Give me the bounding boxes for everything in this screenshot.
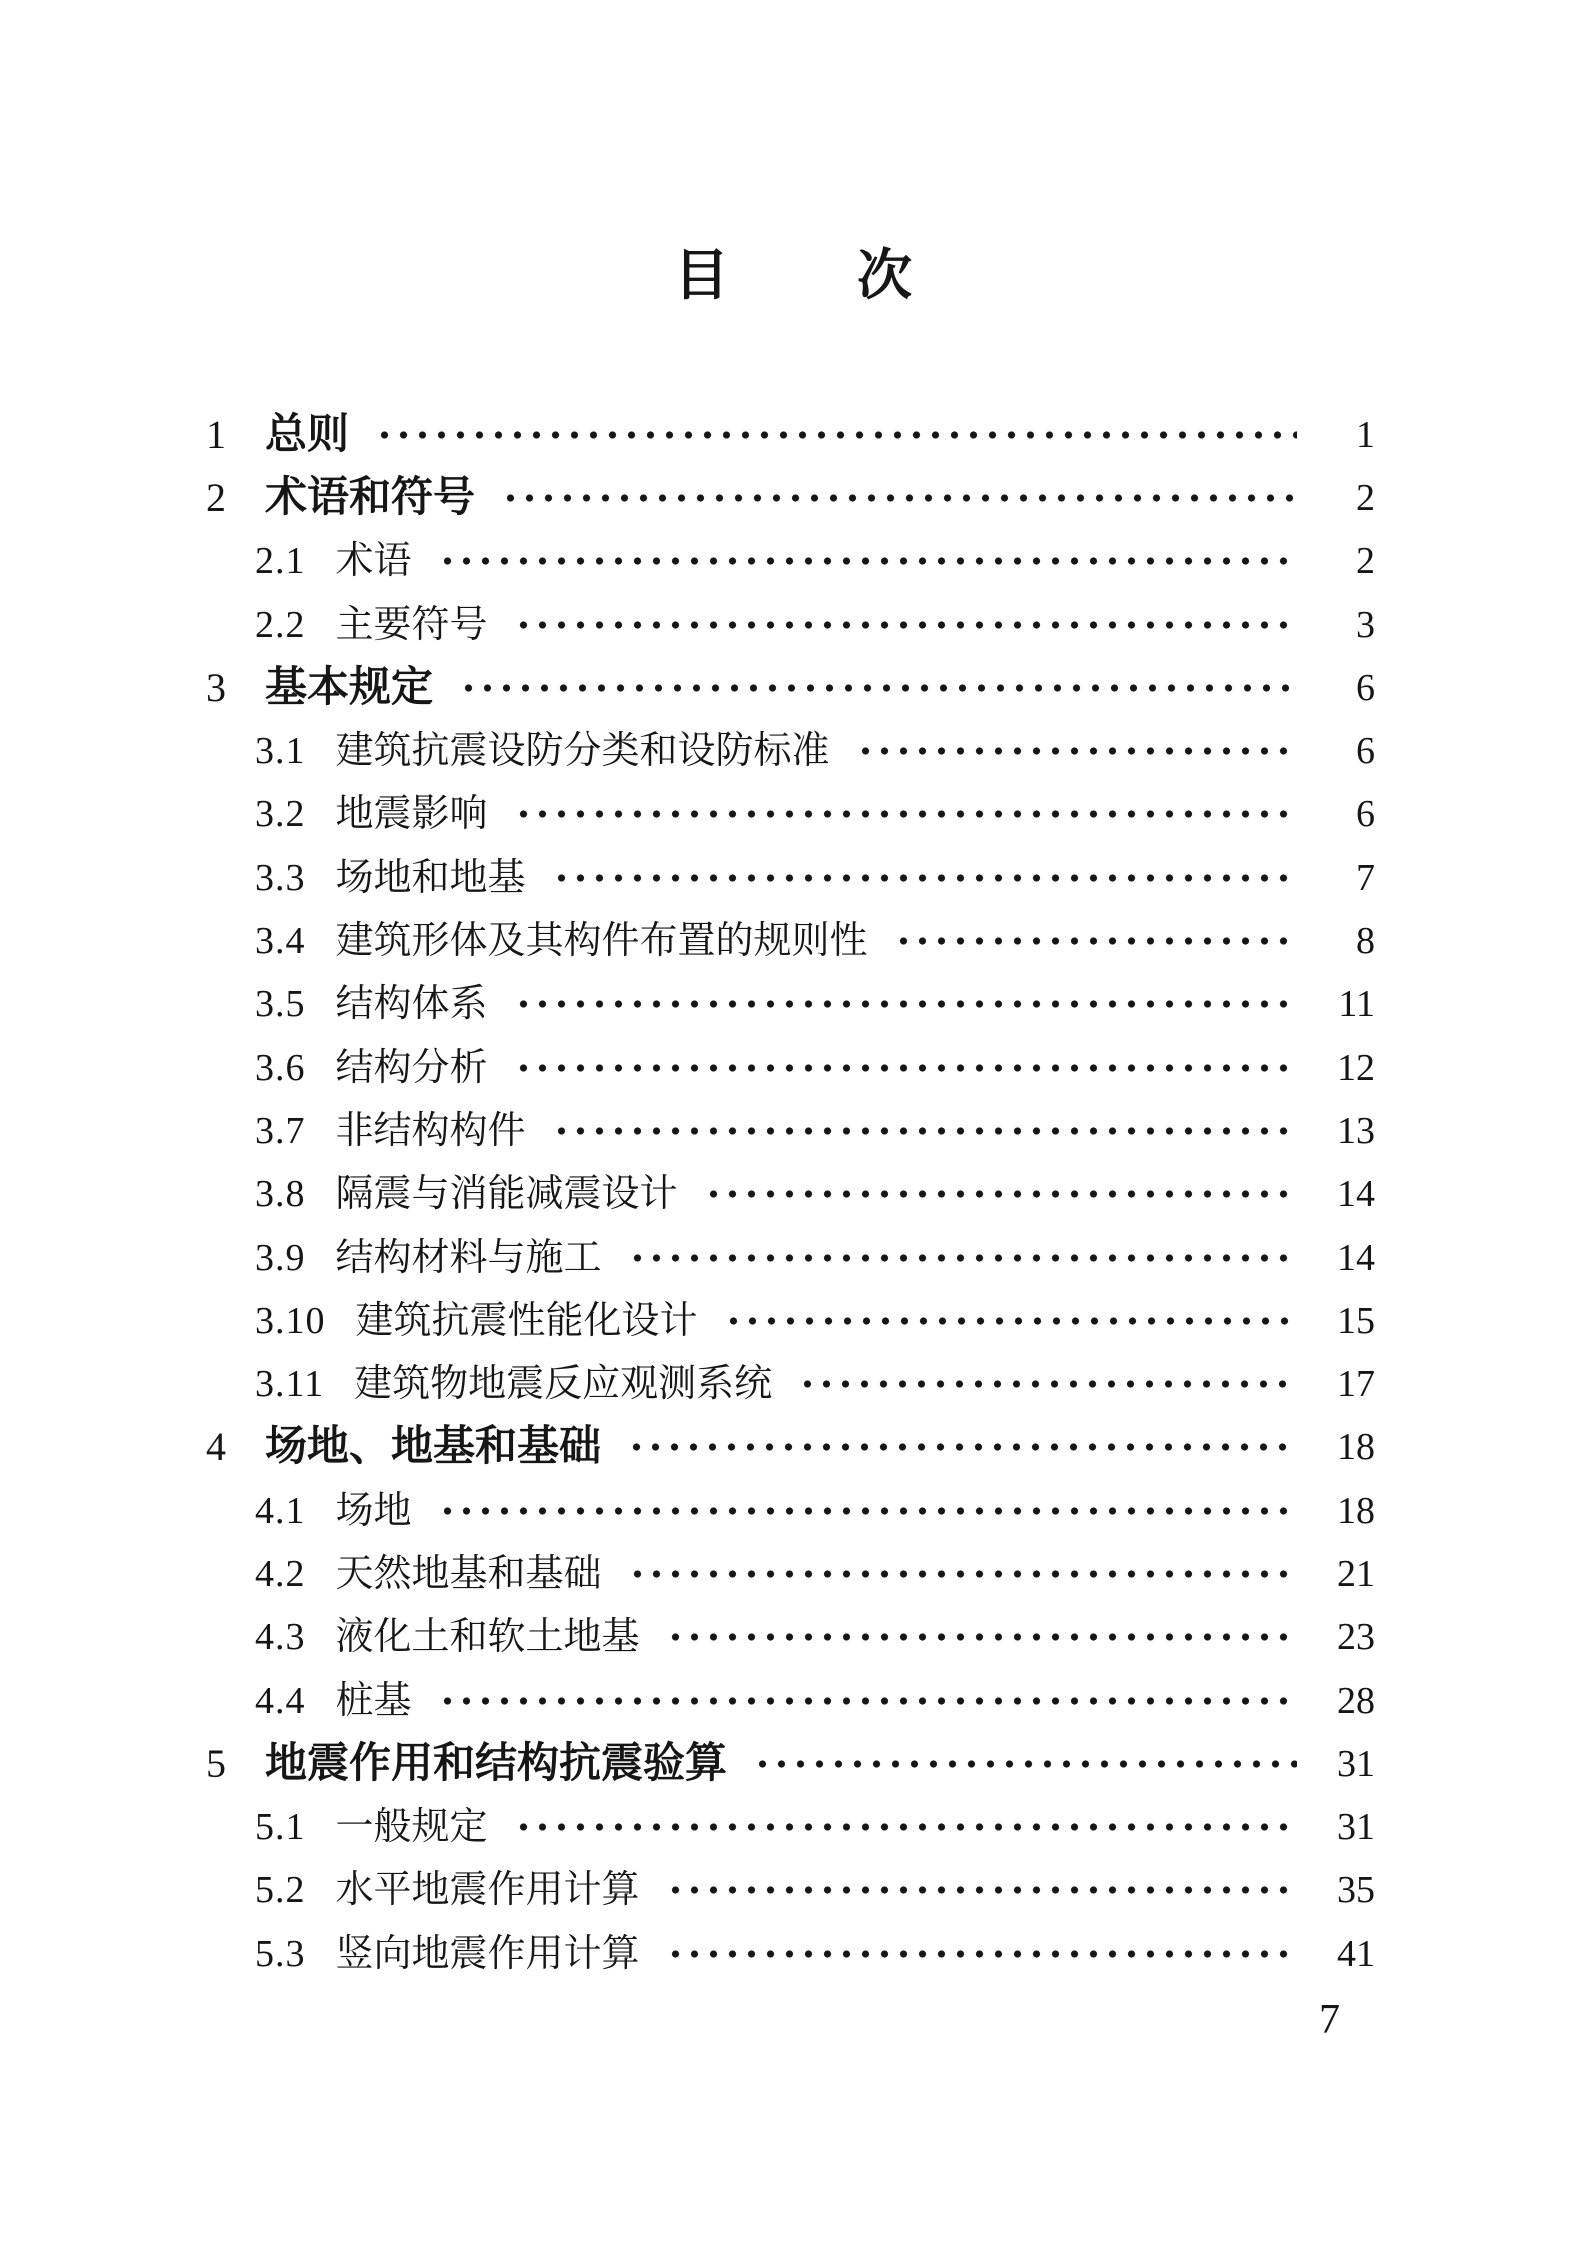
toc-row — [0, 1732, 1586, 1795]
dot-leader — [459, 684, 1297, 692]
dot-leader — [724, 1317, 1297, 1325]
toc-entry-number: 3.8 — [255, 1173, 306, 1216]
toc-entry-page: 14 — [1337, 1173, 1375, 1216]
toc-entry-title: 地震影响 — [335, 793, 488, 836]
toc-entry-number: 4.3 — [255, 1616, 306, 1659]
toc-row — [0, 1479, 1586, 1542]
toc-entry-title: 竖向地震作用计算 — [335, 1932, 640, 1975]
toc-entry-number: 2.1 — [255, 540, 306, 583]
dot-leader — [856, 747, 1297, 755]
toc-entry-page: 6 — [1356, 793, 1375, 836]
toc-entry-title: 一般规定 — [335, 1806, 488, 1849]
toc-row — [0, 1796, 1586, 1859]
toc-entry-page: 31 — [1337, 1742, 1375, 1785]
dot-leader — [627, 1443, 1297, 1451]
toc-entry-title: 桩基 — [335, 1679, 412, 1722]
toc-entry-title: 主要符号 — [335, 603, 488, 646]
toc-row — [0, 1289, 1586, 1352]
page-title — [0, 0, 1586, 306]
toc-row — [0, 846, 1586, 909]
toc-entry-page: 14 — [1337, 1236, 1375, 1279]
toc-row — [0, 1922, 1586, 1985]
toc-row — [0, 530, 1586, 593]
toc-entry-title: 场地和地基 — [335, 856, 526, 899]
toc-entry-page: 11 — [1338, 983, 1375, 1026]
toc-row — [0, 593, 1586, 656]
toc-entry-title: 天然地基和基础 — [335, 1552, 602, 1595]
toc-entry-number: 3.1 — [255, 730, 306, 773]
toc-row — [0, 466, 1586, 529]
dot-leader — [438, 1507, 1297, 1515]
toc-entry-title: 建筑抗震性能化设计 — [355, 1299, 698, 1342]
toc-entry-number: 1 — [206, 411, 227, 457]
toc-row — [0, 656, 1586, 719]
dot-leader — [552, 1127, 1297, 1135]
toc-row — [0, 1226, 1586, 1289]
toc-row — [0, 1163, 1586, 1226]
toc-entry-page: 18 — [1337, 1489, 1375, 1532]
footer-page-number: 7 — [1319, 1997, 1340, 2044]
dot-leader — [798, 1380, 1297, 1388]
toc-entry-number: 3.3 — [255, 856, 306, 899]
toc-entry-number: 2 — [206, 474, 227, 520]
toc-entry-page: 31 — [1337, 1806, 1375, 1849]
toc-entry-title: 地震作用和结构抗震验算 — [265, 1740, 728, 1787]
toc-row — [0, 1416, 1586, 1479]
toc-entry-page: 23 — [1337, 1616, 1375, 1659]
dot-leader — [628, 1570, 1297, 1578]
toc-entry-title: 液化土和软土地基 — [335, 1616, 640, 1659]
toc-entry-title: 术语 — [335, 540, 412, 583]
toc-entry-page: 12 — [1337, 1046, 1375, 1089]
toc-entry-number: 3.11 — [255, 1363, 325, 1406]
toc-entry-page: 3 — [1356, 603, 1375, 646]
toc-row — [0, 783, 1586, 846]
toc-entry-page: 15 — [1337, 1299, 1375, 1342]
toc-entry-page: 35 — [1337, 1869, 1375, 1912]
toc-entry-page: 8 — [1356, 920, 1375, 963]
toc-entry-number: 3.7 — [255, 1109, 306, 1152]
toc-entry-page: 2 — [1356, 476, 1375, 519]
toc-entry-number: 4.4 — [255, 1679, 306, 1722]
toc-entry-number: 3.10 — [255, 1299, 326, 1342]
toc-entry-title: 结构分析 — [335, 1046, 488, 1089]
toc-entry-title: 术语和符号 — [265, 474, 476, 521]
toc-entry-title: 结构材料与施工 — [335, 1236, 602, 1279]
toc-entry-title: 建筑物地震反应观测系统 — [354, 1363, 773, 1406]
toc-row — [0, 1352, 1586, 1415]
dot-leader — [438, 1697, 1297, 1705]
toc-entry-title: 非结构构件 — [335, 1109, 526, 1152]
page-title-char: 次 — [857, 245, 913, 306]
toc-row — [0, 1542, 1586, 1605]
dot-leader — [666, 1950, 1297, 1958]
toc-entry-title: 基本规定 — [265, 664, 434, 711]
toc-row — [0, 973, 1586, 1036]
page-title-char: 目 — [673, 245, 729, 306]
toc-entry-title: 隔震与消能减震设计 — [335, 1173, 678, 1216]
toc-row — [0, 719, 1586, 782]
toc-entry-number: 4 — [206, 1424, 227, 1470]
toc-entry-page: 2 — [1356, 540, 1375, 583]
toc-entry-title: 场地 — [335, 1489, 412, 1532]
toc-entry-title: 场地、地基和基础 — [265, 1424, 602, 1471]
toc-row — [0, 1099, 1586, 1162]
toc-entry-number: 5.1 — [255, 1806, 306, 1849]
toc-entry-number: 4.1 — [255, 1489, 306, 1532]
toc-entry-title: 水平地震作用计算 — [335, 1869, 640, 1912]
table-of-contents — [0, 403, 1586, 1985]
toc-entry-number: 3 — [206, 664, 227, 710]
dot-leader — [438, 557, 1297, 565]
toc-entry-title: 建筑抗震设防分类和设防标准 — [335, 730, 830, 773]
toc-row — [0, 1036, 1586, 1099]
toc-entry-number: 3.4 — [255, 920, 306, 963]
toc-entry-number: 3.5 — [255, 983, 306, 1026]
toc-entry-number: 5.3 — [255, 1932, 306, 1975]
toc-entry-number: 5.2 — [255, 1869, 306, 1912]
toc-entry-page: 1 — [1356, 413, 1375, 456]
toc-entry-number: 3.2 — [255, 793, 306, 836]
toc-entry-page: 6 — [1356, 666, 1375, 709]
toc-entry-page: 41 — [1337, 1932, 1375, 1975]
toc-entry-page: 7 — [1356, 856, 1375, 899]
dot-leader — [753, 1760, 1297, 1768]
dot-leader — [894, 937, 1297, 945]
toc-row — [0, 1606, 1586, 1669]
dot-leader — [666, 1633, 1297, 1641]
toc-entry-title: 建筑形体及其构件布置的规则性 — [335, 920, 868, 963]
dot-leader — [514, 1823, 1297, 1831]
toc-entry-page: 17 — [1337, 1363, 1375, 1406]
toc-row — [0, 403, 1586, 466]
toc-entry-page: 28 — [1337, 1679, 1375, 1722]
toc-row — [0, 1859, 1586, 1922]
toc-entry-page: 13 — [1337, 1109, 1375, 1152]
dot-leader — [375, 431, 1297, 439]
dot-leader — [514, 621, 1297, 629]
dot-leader — [704, 1190, 1297, 1198]
dot-leader — [514, 810, 1297, 818]
toc-entry-page: 21 — [1337, 1552, 1375, 1595]
toc-entry-title: 结构体系 — [335, 983, 488, 1026]
dot-leader — [514, 1000, 1297, 1008]
dot-leader — [552, 874, 1297, 882]
toc-entry-number: 5 — [206, 1740, 227, 1786]
toc-entry-page: 18 — [1337, 1426, 1375, 1469]
toc-entry-number: 3.9 — [255, 1236, 306, 1279]
toc-row — [0, 1669, 1586, 1732]
dot-leader — [501, 494, 1297, 502]
toc-row — [0, 909, 1586, 972]
toc-entry-title: 总则 — [265, 411, 350, 458]
toc-entry-number: 2.2 — [255, 603, 306, 646]
toc-entry-page: 6 — [1356, 730, 1375, 773]
dot-leader — [514, 1064, 1297, 1072]
dot-leader — [628, 1254, 1297, 1262]
dot-leader — [666, 1886, 1297, 1894]
toc-entry-number: 3.6 — [255, 1046, 306, 1089]
toc-entry-number: 4.2 — [255, 1552, 306, 1595]
